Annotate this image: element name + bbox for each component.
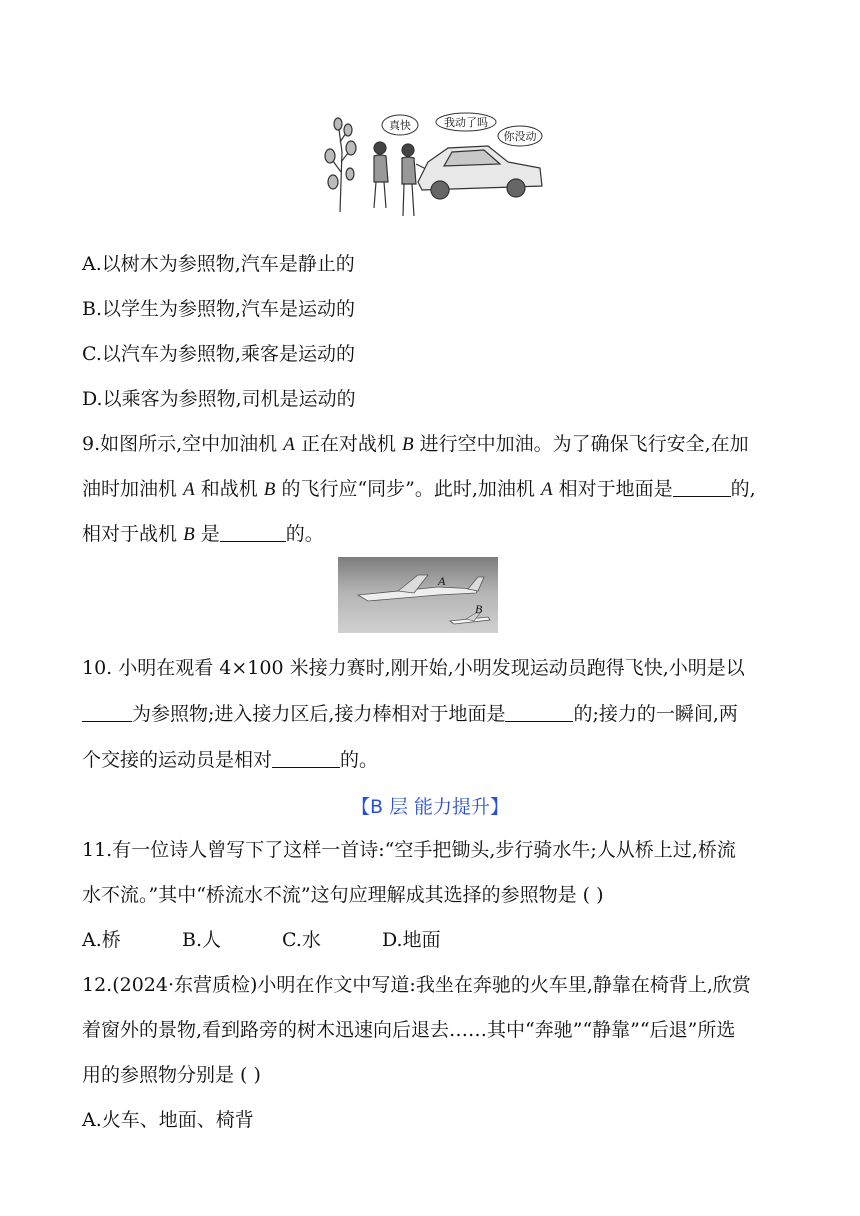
aircraft-icon xyxy=(338,557,498,633)
speech-bubble-2 xyxy=(436,113,496,131)
q10-line-2 xyxy=(82,702,738,726)
bubble-1-text: 真快 xyxy=(389,119,411,132)
q12-line-1: 12.(2024·东营质检)小明在作文中写道:我坐在奔驰的火车里,静靠在椅背上,欣赏 xyxy=(82,974,751,996)
var-a: A xyxy=(183,479,195,500)
var-a: A xyxy=(283,434,295,455)
tree-icon xyxy=(325,118,356,212)
q9-text: 的。 xyxy=(285,523,324,545)
q10-text: 个交接的运动员是相对 xyxy=(82,749,273,771)
q8-option-d: D.以乘客为参照物,司机是运动的 xyxy=(82,388,356,410)
q10-text: 为参照物;进入接力区后,接力棒相对于地面是 xyxy=(132,703,506,725)
label-a: A xyxy=(438,574,446,588)
q9-text: 9.如图所示,空中加油机 xyxy=(82,433,278,455)
q12-line-3: 用的参照物分别是 ( ) xyxy=(82,1064,261,1086)
answer-blank xyxy=(220,523,286,542)
q9-text: 是 xyxy=(200,523,220,545)
answer-blank xyxy=(82,703,132,722)
q12-line-2: 着窗外的景物,看到路旁的树木迅速向后退去……其中“奔驰”“静靠”“后退”所选 xyxy=(82,1019,736,1041)
q10-line-1: 10. 小明在观看 4×100 米接力赛时,刚开始,小明发现运动员跑得飞快,小明是以 xyxy=(82,657,745,679)
q11-option-b: B.人 xyxy=(182,929,222,951)
q11-line-1: 11.有一位诗人曾写下了这样一首诗:“空手把锄头,步行骑水牛;人从桥上过,桥流 xyxy=(82,839,736,861)
students-car-illustration xyxy=(318,112,548,216)
var-b: B xyxy=(401,434,414,455)
var-a: A xyxy=(540,479,553,500)
q9-text: 进行空中加油。为了确保飞行安全,在加 xyxy=(419,433,749,455)
q12-option-a: A.火车、地面、椅背 xyxy=(82,1109,254,1131)
bubble-2-text: 我动了吗 xyxy=(444,116,488,129)
q9-text: 的飞行应“同步”。此时,加油机 xyxy=(281,478,535,500)
refueling-photo xyxy=(338,557,498,633)
q8-option-c: C.以汽车为参照物,乘客是运动的 xyxy=(82,343,355,365)
q9-text: 的, xyxy=(730,478,756,500)
q9-line-1 xyxy=(82,432,749,457)
label-b: B xyxy=(475,602,483,616)
answer-blank xyxy=(272,749,340,768)
speech-bubble-1 xyxy=(382,115,418,135)
q9-line-2 xyxy=(82,477,756,502)
section-title: 【B 层 能力提升】 xyxy=(350,796,510,818)
var-b: B xyxy=(263,479,276,500)
q8-option-a: A.以树木为参照物,汽车是静止的 xyxy=(82,253,355,275)
q9-text: 和战机 xyxy=(200,478,258,500)
q10-text: 的;接力的一瞬间,两 xyxy=(573,703,738,725)
q9-text: 正在对战机 xyxy=(300,433,396,455)
q9-text: 相对于战机 xyxy=(82,523,178,545)
q10-line-3 xyxy=(82,748,378,772)
q11-option-a: A.桥 xyxy=(82,929,121,951)
q9-text: 油时加油机 xyxy=(82,478,178,500)
q11-line-2: 水不流。”其中“桥流水不流”这句应理解成其选择的参照物是 ( ) xyxy=(82,884,604,906)
q8-option-b: B.以学生为参照物,汽车是运动的 xyxy=(82,298,356,320)
q11-option-c: C.水 xyxy=(282,929,321,951)
var-b: B xyxy=(183,524,195,545)
q11-options xyxy=(82,928,441,952)
q11-option-d: D.地面 xyxy=(382,929,441,951)
speech-bubble-3 xyxy=(498,126,542,146)
answer-blank xyxy=(673,478,731,497)
q9-text: 相对于地面是 xyxy=(558,478,673,500)
bubble-3-text: 你没动 xyxy=(503,130,537,143)
q9-line-3 xyxy=(82,522,324,547)
car-icon xyxy=(418,146,542,199)
q10-text: 的。 xyxy=(340,749,379,771)
answer-blank xyxy=(505,703,573,722)
